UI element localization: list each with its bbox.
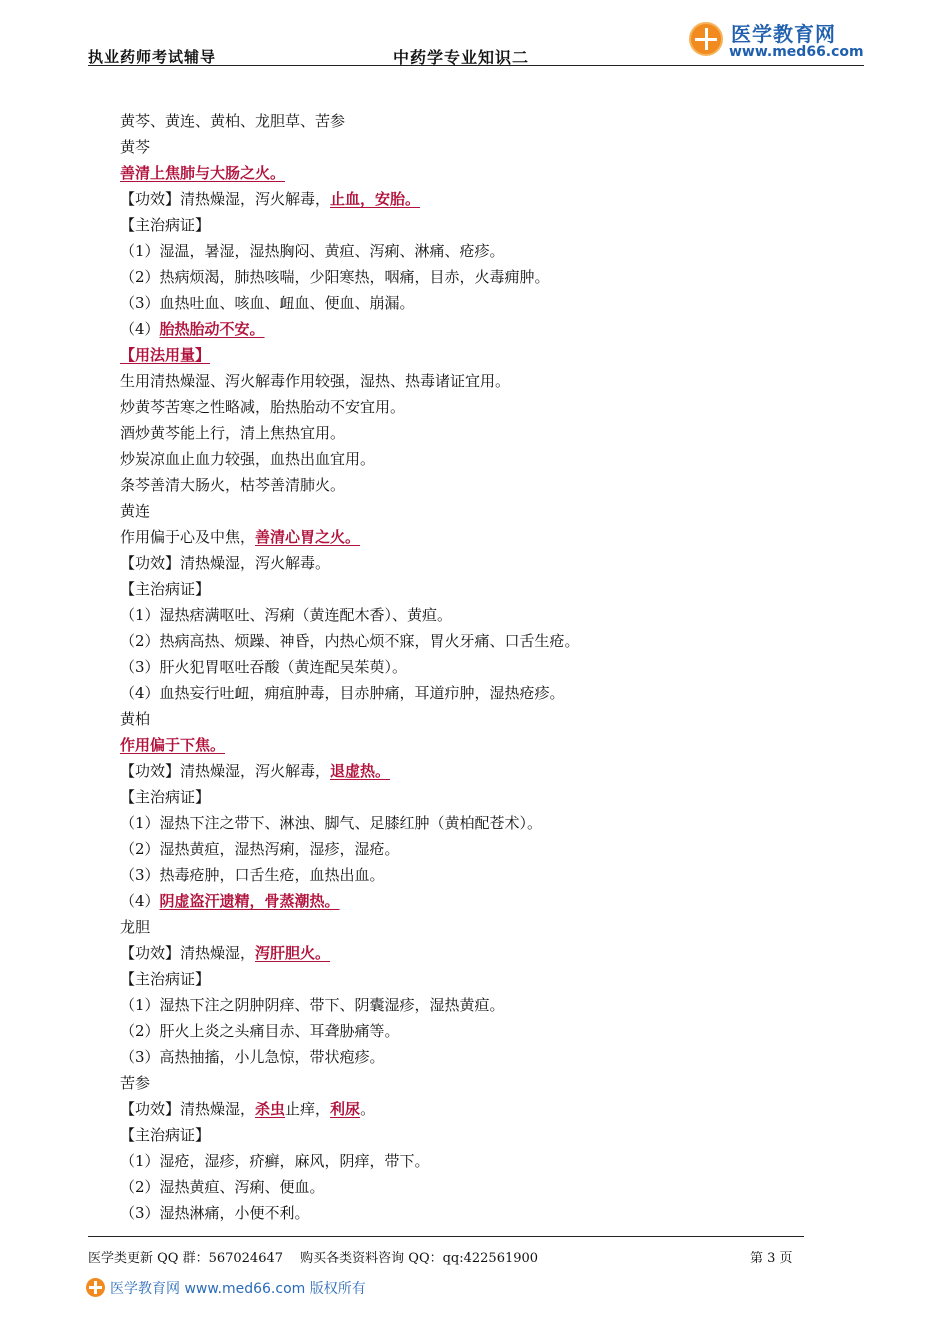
text-line — [120, 212, 820, 238]
text-line — [120, 628, 820, 654]
header-divider — [88, 65, 864, 66]
text-segment: （1）湿热下注之带下、淋浊、脚气、足膝红肿（黄柏配苍术）。 — [120, 814, 543, 832]
text-segment: 【功效】清热燥湿，泻火解毒。 — [120, 554, 331, 572]
text-segment: 炒炭凉血止血力较强，血热出血宜用。 — [120, 450, 376, 468]
text-line — [120, 1174, 820, 1200]
page-footer — [88, 1247, 793, 1266]
text-segment: 止痒， — [285, 1100, 331, 1118]
text-segment: 【主治病证】 — [120, 1126, 211, 1144]
highlighted-text: 泻肝胆火。 — [255, 944, 331, 962]
text-line — [120, 940, 820, 966]
text-line — [120, 498, 820, 524]
text-segment: （2）热病烦渴，肺热咳喘，少阳寒热，咽痛，目赤，火毒痈肿。 — [120, 268, 550, 286]
text-segment: 龙胆 — [120, 918, 151, 936]
text-line — [120, 966, 820, 992]
text-segment: （2）热病高热、烦躁、神昏，内热心烦不寐，胃火牙痛、口舌生疮。 — [120, 632, 580, 650]
text-line — [120, 810, 820, 836]
highlighted-text: 阴虚盗汗遗精，骨蒸潮热。 — [159, 892, 340, 910]
text-line — [120, 420, 820, 446]
text-line — [120, 888, 820, 914]
text-segment: 【功效】清热燥湿，泻火解毒， — [120, 762, 331, 780]
text-line — [120, 550, 820, 576]
text-line — [120, 1096, 820, 1122]
text-line — [120, 784, 820, 810]
text-line — [120, 108, 820, 134]
text-segment: 【主治病证】 — [120, 216, 211, 234]
text-line — [120, 1148, 820, 1174]
text-line — [120, 160, 820, 186]
text-line — [120, 654, 820, 680]
text-segment: 作用偏于心及中焦， — [120, 528, 256, 546]
text-segment: （4） — [120, 892, 160, 910]
highlighted-text: 退虚热。 — [330, 762, 391, 780]
text-segment: （1）湿热下注之阴肿阴痒、带下、阴囊湿疹，湿热黄疸。 — [120, 996, 505, 1014]
text-segment: （4） — [120, 320, 160, 338]
text-line — [120, 1044, 820, 1070]
text-line — [120, 446, 820, 472]
page-header — [88, 14, 864, 66]
text-line — [120, 394, 820, 420]
text-segment: （1）湿疮，湿疹，疥癣，麻风，阴痒，带下。 — [120, 1152, 430, 1170]
logo-url: www.med66.com — [729, 44, 864, 60]
text-line — [120, 914, 820, 940]
text-line — [120, 1070, 820, 1096]
text-segment: 【功效】清热燥湿，泻火解毒， — [120, 190, 331, 208]
text-line — [120, 706, 820, 732]
text-line — [120, 576, 820, 602]
text-line — [120, 680, 820, 706]
text-line — [120, 992, 820, 1018]
text-segment: 炒黄芩苦寒之性略减，胎热胎动不安宜用。 — [120, 398, 406, 416]
text-segment: 酒炒黄芩能上行，清上焦热宜用。 — [120, 424, 346, 442]
text-segment: （3）血热吐血、咳血、衄血、便血、崩漏。 — [120, 294, 415, 312]
document-body — [120, 108, 820, 1226]
highlighted-text: 胎热胎动不安。 — [159, 320, 265, 338]
text-line — [120, 368, 820, 394]
page-number: 第 3 页 — [750, 1251, 793, 1266]
text-line — [120, 472, 820, 498]
text-line — [120, 836, 820, 862]
footer-contact-text: 医学类更新 QQ 群：567024647 购买各类资料咨询 QQ：qq:422561900 — [88, 1251, 539, 1266]
medical-cross-icon — [86, 1278, 105, 1297]
text-segment: 。 — [360, 1100, 376, 1118]
text-line — [120, 1200, 820, 1226]
text-segment: 黄连 — [120, 502, 151, 520]
text-line — [120, 238, 820, 264]
text-segment: （2）湿热黄疸，湿热泻痢，湿疹，湿疮。 — [120, 840, 400, 858]
text-segment: 【主治病证】 — [120, 970, 211, 988]
text-segment: 黄芩 — [120, 138, 151, 156]
text-segment: （3）高热抽搐，小儿急惊，带状疱疹。 — [120, 1048, 385, 1066]
highlighted-text: 利尿 — [330, 1100, 361, 1118]
text-segment: （4）血热妄行吐衄，痈疽肿毒，目赤肿痛，耳道疖肿，湿热疮疹。 — [120, 684, 565, 702]
text-line — [120, 290, 820, 316]
bottom-brand-text: 医学教育网 www.med66.com 版权所有 — [110, 1281, 366, 1297]
text-segment: （3）热毒疮肿，口舌生疮，血热出血。 — [120, 866, 385, 884]
highlighted-text: 杀虫 — [255, 1100, 286, 1118]
highlighted-text: 善清心胃之火。 — [255, 528, 361, 546]
text-line — [120, 264, 820, 290]
highlighted-text: 止血，安胎。 — [330, 190, 421, 208]
text-segment: 生用清热燥湿、泻火解毒作用较强，湿热、热毒诸证宜用。 — [120, 372, 511, 390]
footer-divider — [88, 1236, 804, 1237]
header-center-title: 中药学专业知识二 — [393, 48, 530, 67]
text-line — [120, 732, 820, 758]
medical-cross-icon — [689, 22, 723, 56]
text-line — [120, 134, 820, 160]
text-line — [120, 1122, 820, 1148]
text-segment: （1）湿温，暑湿，湿热胸闷、黄疸、泻痢、淋痛、疮疹。 — [120, 242, 505, 260]
text-line — [120, 602, 820, 628]
text-segment: 黄柏 — [120, 710, 151, 728]
highlighted-text: 善清上焦肺与大肠之火。 — [120, 164, 286, 182]
highlighted-text: 作用偏于下焦。 — [120, 736, 226, 754]
text-line — [120, 1018, 820, 1044]
text-segment: （2）湿热黄疸、泻痢、便血。 — [120, 1178, 325, 1196]
text-segment: 黄芩、黄连、黄柏、龙胆草、苦参 — [120, 112, 346, 130]
text-line — [120, 186, 820, 212]
text-line — [120, 862, 820, 888]
text-segment: 【功效】清热燥湿， — [120, 944, 256, 962]
text-line — [120, 758, 820, 784]
highlighted-text: 【用法用量】 — [120, 346, 211, 364]
text-line — [120, 524, 820, 550]
site-logo — [689, 18, 864, 64]
header-left-title: 执业药师考试辅导 — [88, 48, 217, 66]
text-segment: 条芩善清大肠火，枯芩善清肺火。 — [120, 476, 346, 494]
text-segment: 【功效】清热燥湿， — [120, 1100, 256, 1118]
text-segment: 【主治病证】 — [120, 580, 211, 598]
text-line — [120, 342, 820, 368]
text-segment: 【主治病证】 — [120, 788, 211, 806]
text-segment: （2）肝火上炎之头痛目赤、耳聋胁痛等。 — [120, 1022, 400, 1040]
text-segment: （3）肝火犯胃呕吐吞酸（黄连配吴茱萸）。 — [120, 658, 408, 676]
text-line — [120, 316, 820, 342]
text-segment: （3）湿热淋痛，小便不利。 — [120, 1204, 310, 1222]
logo-name: 医学教育网 — [731, 22, 836, 46]
text-segment: （1）湿热痞满呕吐、泻痢（黄连配木香）、黄疸。 — [120, 606, 453, 624]
text-segment: 苦参 — [120, 1074, 151, 1092]
